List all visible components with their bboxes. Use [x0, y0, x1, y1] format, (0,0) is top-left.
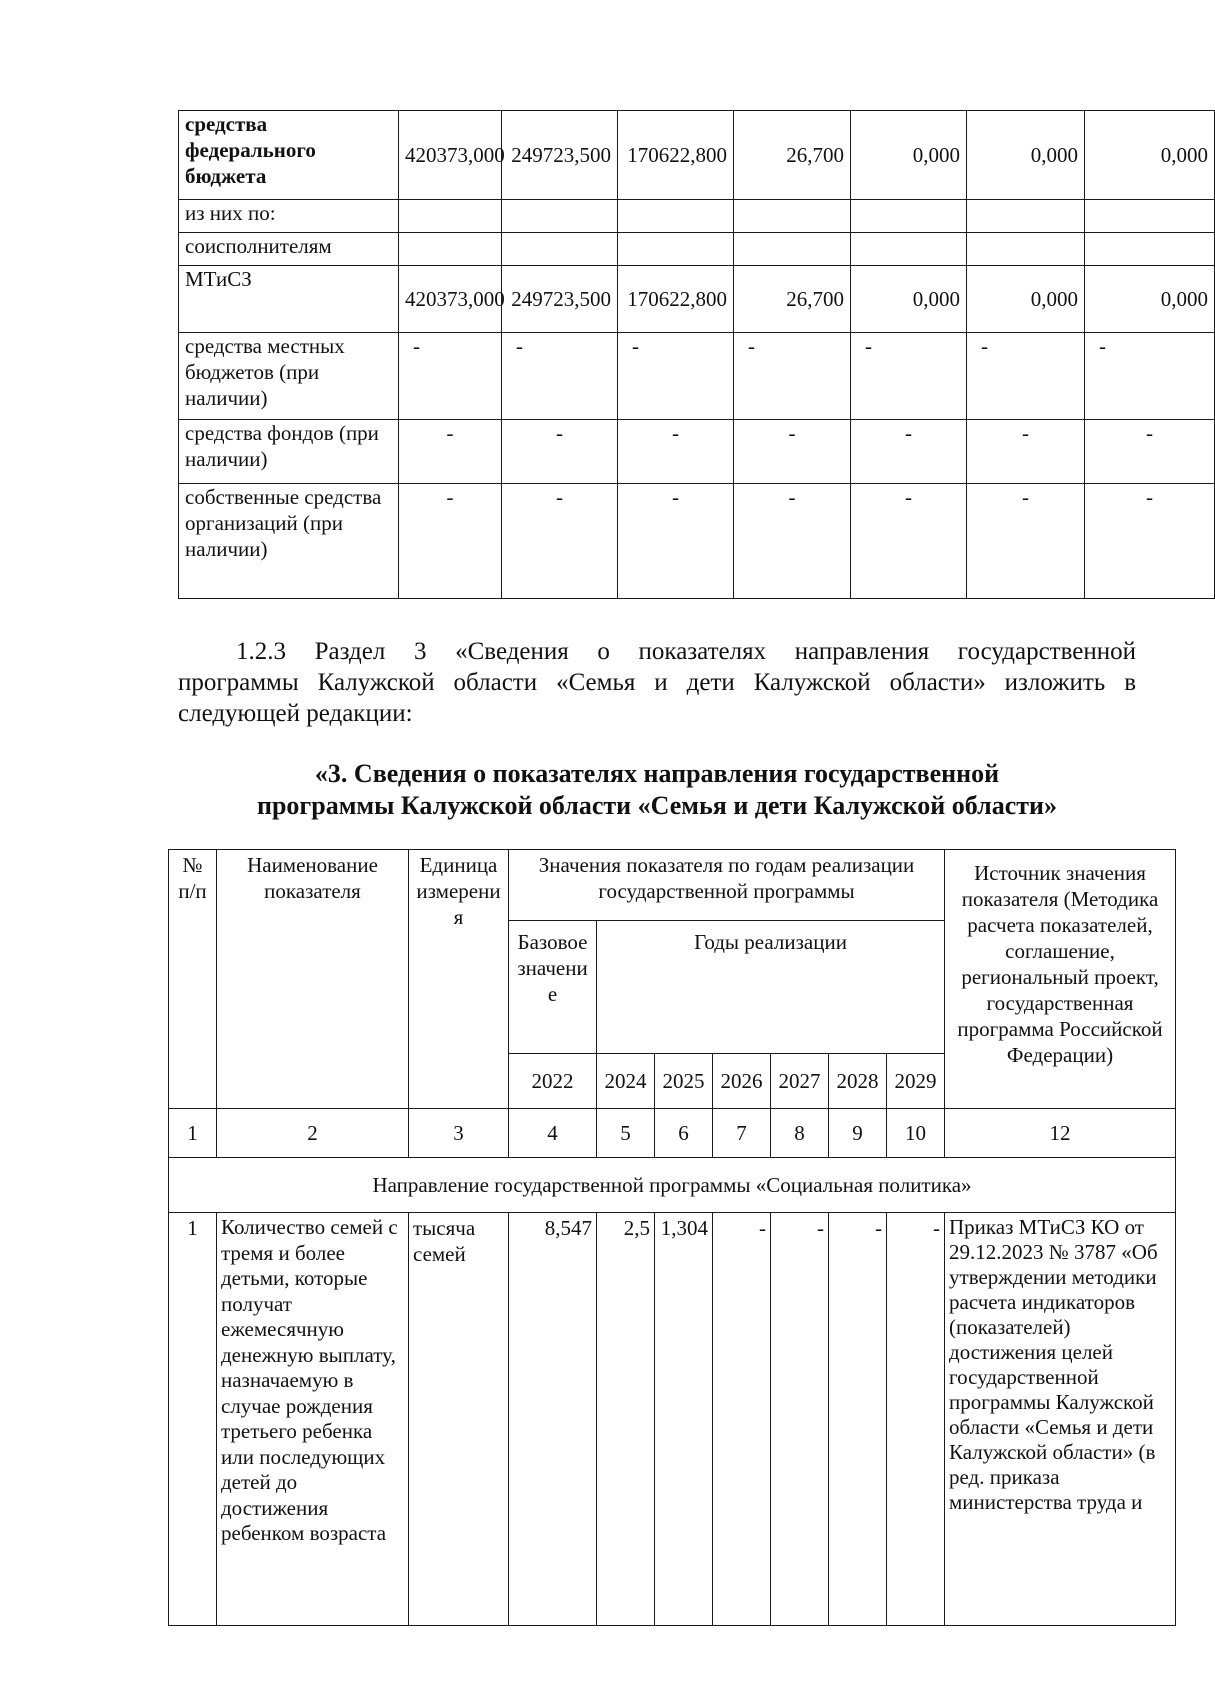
budget-cell [502, 233, 618, 266]
budget-row-label: из них по: [179, 200, 399, 233]
header-base-year: 2022 [509, 1054, 597, 1109]
row-unit: тысяча семей [409, 1213, 509, 1626]
column-number: 2 [217, 1109, 409, 1158]
header-values-group: Значения показателя по годам реализации государственной программы [509, 850, 945, 921]
header-row-1 [169, 850, 1176, 921]
row-value: - [829, 1213, 887, 1626]
budget-cell [618, 233, 734, 266]
column-number: 3 [409, 1109, 509, 1158]
budget-cell: 0,000 [967, 111, 1085, 200]
budget-row-label: МТиСЗ [179, 266, 399, 333]
column-number: 6 [655, 1109, 713, 1158]
column-number: 10 [887, 1109, 945, 1158]
budget-row-label: соисполнителям [179, 233, 399, 266]
header-year: 2029 [887, 1054, 945, 1109]
budget-cell: 0,000 [967, 266, 1085, 333]
budget-cell: - [399, 420, 502, 484]
column-number: 1 [169, 1109, 217, 1158]
budget-cell [1085, 200, 1215, 233]
budget-cell: - [502, 420, 618, 484]
budget-cell: - [1085, 484, 1215, 599]
budget-cell [967, 233, 1085, 266]
budget-cell: 249723,500 [502, 266, 618, 333]
budget-cell: - [851, 420, 967, 484]
budget-cell: - [967, 420, 1085, 484]
column-numbers-row [169, 1109, 1176, 1158]
budget-cell [618, 200, 734, 233]
budget-row-funds [179, 420, 1215, 484]
budget-row-label: средства федерального бюджета [179, 111, 399, 200]
row-num: 1 [169, 1213, 217, 1626]
header-year: 2028 [829, 1054, 887, 1109]
budget-cell: - [618, 333, 734, 420]
budget-cell [734, 233, 851, 266]
row-value: - [771, 1213, 829, 1626]
section-title: Направление государственной программы «Социальная политика» [169, 1158, 1176, 1213]
budget-cell: - [618, 484, 734, 599]
row-source: Приказ МТиСЗ КО от 29.12.2023 № 3787 «Об утверждении методики расчета индикаторов (показателей) достижения целей государственной программы Калужской области «Семья и дети Калужской области» (в ред. приказа министерства труда и [945, 1213, 1176, 1626]
budget-cell: 0,000 [1085, 266, 1215, 333]
section-heading-line-1: «3. Сведения о показателях направления государственной [314, 759, 1000, 788]
budget-cell: - [502, 484, 618, 599]
budget-row-label: средства фондов (при наличии) [179, 420, 399, 484]
budget-row-federal [179, 111, 1215, 200]
budget-cell: - [399, 484, 502, 599]
paragraph-rest: программы Калужской области «Семья и дети Калужской области» изложить в следующей редакции: [178, 669, 1136, 727]
budget-cell [1085, 233, 1215, 266]
header-years-group: Годы реализации [597, 921, 945, 1054]
paragraph-line-1: 1.2.3 Раздел 3 «Сведения о показателях направления государственной [236, 638, 1136, 665]
budget-cell: - [967, 484, 1085, 599]
budget-cell [399, 233, 502, 266]
budget-cell: - [851, 484, 967, 599]
header-unit: Единица измерения [409, 850, 509, 1109]
budget-cell: - [1085, 333, 1215, 420]
budget-row-label: собственные средства организаций (при наличии) [179, 484, 399, 599]
header-year: 2024 [597, 1054, 655, 1109]
header-year: 2027 [771, 1054, 829, 1109]
header-base: Базовое значение [509, 921, 597, 1054]
budget-cell: - [734, 484, 851, 599]
section-heading-line-2: программы Калужской области «Семья и дети Калужской области» [256, 791, 1058, 820]
column-number: 5 [597, 1109, 655, 1158]
budget-cell: 170622,800 [618, 266, 734, 333]
budget-cell: - [399, 333, 502, 420]
row-name: Количество семей с тремя и более детьми, которые получат ежемесячную денежную выплату, назначаемую в случае рождения третьего ребенка или последующих детей до достижения ребенком возраста [217, 1213, 409, 1626]
budget-cell [734, 200, 851, 233]
budget-row-coexecutors [179, 233, 1215, 266]
budget-cell: - [851, 333, 967, 420]
column-number: 8 [771, 1109, 829, 1158]
budget-cell: - [967, 333, 1085, 420]
table-row [169, 1213, 1176, 1626]
budget-cell: - [1085, 420, 1215, 484]
budget-cell [851, 200, 967, 233]
budget-cell [967, 200, 1085, 233]
budget-cell: 26,700 [734, 266, 851, 333]
column-number: 4 [509, 1109, 597, 1158]
row-base-value: 8,547 [509, 1213, 597, 1626]
row-value: - [713, 1213, 771, 1626]
indicators-table [168, 849, 1176, 1626]
section-heading [178, 758, 1136, 822]
budget-row-mtisz [179, 266, 1215, 333]
budget-cell: 0,000 [1085, 111, 1215, 200]
header-name: Наименование показателя [217, 850, 409, 1109]
column-number: 7 [713, 1109, 771, 1158]
budget-row-label: средства местных бюджетов (при наличии) [179, 333, 399, 420]
header-source: Источник значения показателя (Методика расчета показателей, соглашение, региональный проект, государственная программа Российской Федерации) [945, 850, 1176, 1109]
budget-cell: 249723,500 [502, 111, 618, 200]
budget-cell: 170622,800 [618, 111, 734, 200]
budget-cell: 420373,000 [399, 266, 502, 333]
budget-row-local [179, 333, 1215, 420]
budget-row-of-them [179, 200, 1215, 233]
budget-cell: - [502, 333, 618, 420]
budget-cell [399, 200, 502, 233]
budget-cell: 420373,000 [399, 111, 502, 200]
row-value: 2,5 [597, 1213, 655, 1626]
budget-cell: - [734, 333, 851, 420]
budget-cell: - [618, 420, 734, 484]
header-year: 2025 [655, 1054, 713, 1109]
budget-cell [851, 233, 967, 266]
budget-row-own-funds [179, 484, 1215, 599]
budget-cell: 0,000 [851, 111, 967, 200]
budget-cell [502, 200, 618, 233]
row-value: - [887, 1213, 945, 1626]
column-number: 12 [945, 1109, 1176, 1158]
budget-cell: 0,000 [851, 266, 967, 333]
budget-table [178, 110, 1215, 599]
header-num: № п/п [169, 850, 217, 1109]
row-value: 1,304 [655, 1213, 713, 1626]
header-year: 2026 [713, 1054, 771, 1109]
section-row [169, 1158, 1176, 1213]
column-number: 9 [829, 1109, 887, 1158]
budget-cell: 26,700 [734, 111, 851, 200]
budget-cell: - [734, 420, 851, 484]
amendment-paragraph [178, 636, 1136, 729]
